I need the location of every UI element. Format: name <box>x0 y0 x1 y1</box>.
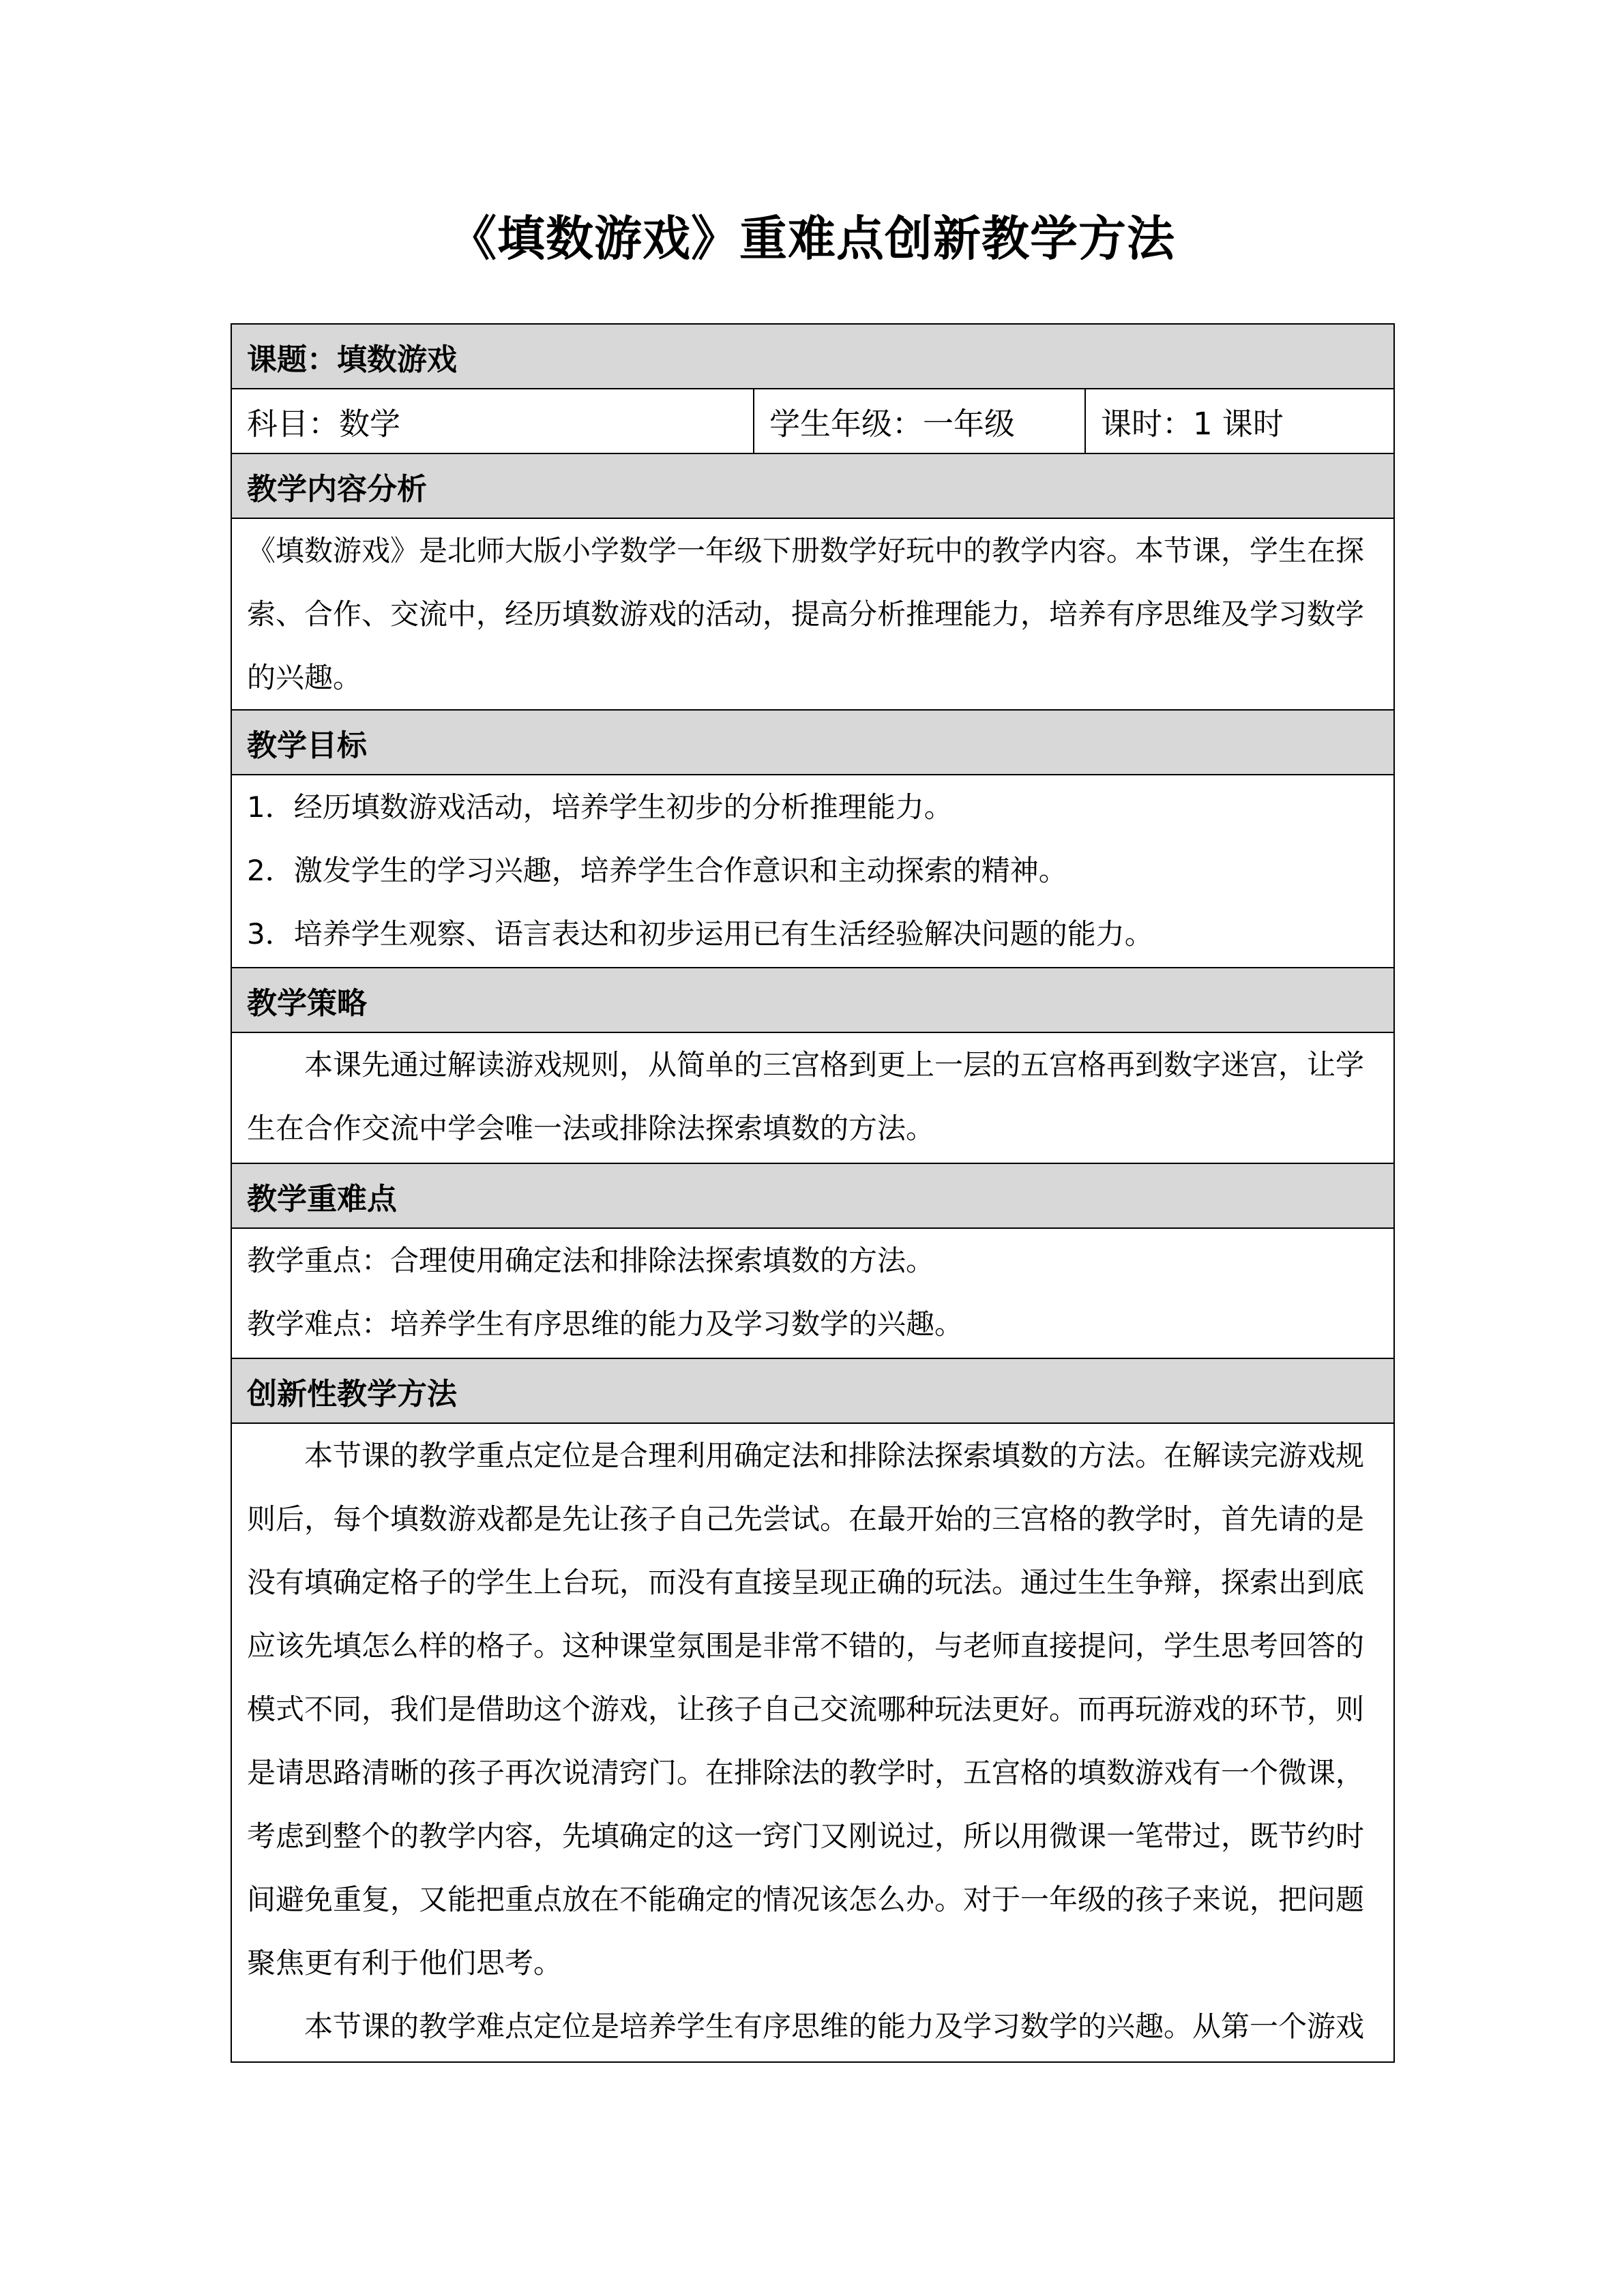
course-row <box>231 324 1394 389</box>
subject-cell: 科目：数学 <box>231 389 754 453</box>
analysis-heading: 教学内容分析 <box>231 453 1394 518</box>
goals-heading: 教学目标 <box>231 710 1394 775</box>
hours-cell: 课时：1 课时 <box>1085 389 1394 453</box>
meta-row <box>231 389 1394 453</box>
strategy-heading: 教学策略 <box>231 968 1394 1032</box>
keypoints-content-row <box>231 1228 1394 1358</box>
strategy-content-row <box>231 1032 1394 1163</box>
strategy-line: 本课先通过解读游戏规则，从简单的三宫格到更上一层的五宫格再到数字迷宫，让学 <box>304 1048 1365 1082</box>
methods-line: 本节课的教学难点定位是培养学生有序思维的能力及学习数学的兴趣。从第一个游戏 <box>304 2010 1365 2043</box>
analysis-line: 索、合作、交流中，经历填数游戏的活动，提高分析推理能力，培养有序思维及学习数学 <box>247 597 1365 631</box>
methods-body <box>231 1423 1394 2062</box>
analysis-body <box>231 518 1394 710</box>
methods-line: 间避免重复，又能把重点放在不能确定的情况该怎么办。对于一年级的孩子来说，把问题 <box>247 1883 1365 1916</box>
methods-line: 聚焦更有利于他们思考。 <box>247 1946 563 1980</box>
course-label: 课题：填数游戏 <box>231 324 1394 389</box>
keypoint-line: 教学难点：培养学生有序思维的能力及学习数学的兴趣。 <box>247 1307 964 1341</box>
methods-line: 没有填确定格子的学生上台玩，而没有直接呈现正确的玩法。通过生生争辩，探索出到底 <box>247 1566 1365 1599</box>
page-title: 《填数游戏》重难点创新教学方法 <box>449 211 1175 267</box>
analysis-line: 的兴趣。 <box>247 661 362 694</box>
lesson-table <box>231 323 1395 2063</box>
grade-cell: 学生年级：一年级 <box>754 389 1085 453</box>
methods-line: 应该先填怎么样的格子。这种课堂氛围是非常不错的，与老师直接提问，学生思考回答的 <box>247 1629 1365 1663</box>
methods-line: 模式不同，我们是借助这个游戏，让孩子自己交流哪种玩法更好。而再玩游戏的环节，则 <box>247 1693 1365 1726</box>
methods-line: 考虑到整个的教学内容，先填确定的这一窍门又刚说过，所以用微课一笔带过，既节约时 <box>247 1819 1365 1853</box>
goal-item: 2．激发学生的学习兴趣，培养学生合作意识和主动探索的精神。 <box>247 854 1067 887</box>
goal-item: 1．经历填数游戏活动，培养学生初步的分析推理能力。 <box>247 790 953 824</box>
analysis-line: 《填数游戏》是北师大版小学数学一年级下册数学好玩中的教学内容。本节课，学生在探 <box>247 534 1365 567</box>
goals-content-row <box>231 775 1394 968</box>
analysis-content-row <box>231 518 1394 710</box>
methods-line: 本节课的教学重点定位是合理利用确定法和排除法探索填数的方法。在解读完游戏规 <box>304 1439 1365 1472</box>
strategy-line: 生在合作交流中学会唯一法或排除法探索填数的方法。 <box>247 1112 935 1145</box>
goals-body <box>231 775 1394 968</box>
goals-heading-row <box>231 710 1394 775</box>
keypoints-body <box>231 1228 1394 1358</box>
keypoint-line: 教学重点：合理使用确定法和排除法探索填数的方法。 <box>247 1244 935 1277</box>
strategy-body <box>231 1032 1394 1163</box>
methods-line: 则后，每个填数游戏都是先让孩子自己先尝试。在最开始的三宫格的教学时，首先请的是 <box>247 1502 1365 1536</box>
analysis-heading-row <box>231 453 1394 518</box>
strategy-heading-row <box>231 968 1394 1032</box>
methods-heading: 创新性教学方法 <box>231 1358 1394 1423</box>
methods-content-row <box>231 1423 1394 2062</box>
keypoints-heading: 教学重难点 <box>231 1163 1394 1228</box>
methods-heading-row <box>231 1358 1394 1423</box>
keypoints-heading-row <box>231 1163 1394 1228</box>
methods-line: 是请思路清晰的孩子再次说清窍门。在排除法的教学时，五宫格的填数游戏有一个微课， <box>247 1756 1365 1789</box>
goal-item: 3．培养学生观察、语言表达和初步运用已有生活经验解决问题的能力。 <box>247 917 1153 951</box>
